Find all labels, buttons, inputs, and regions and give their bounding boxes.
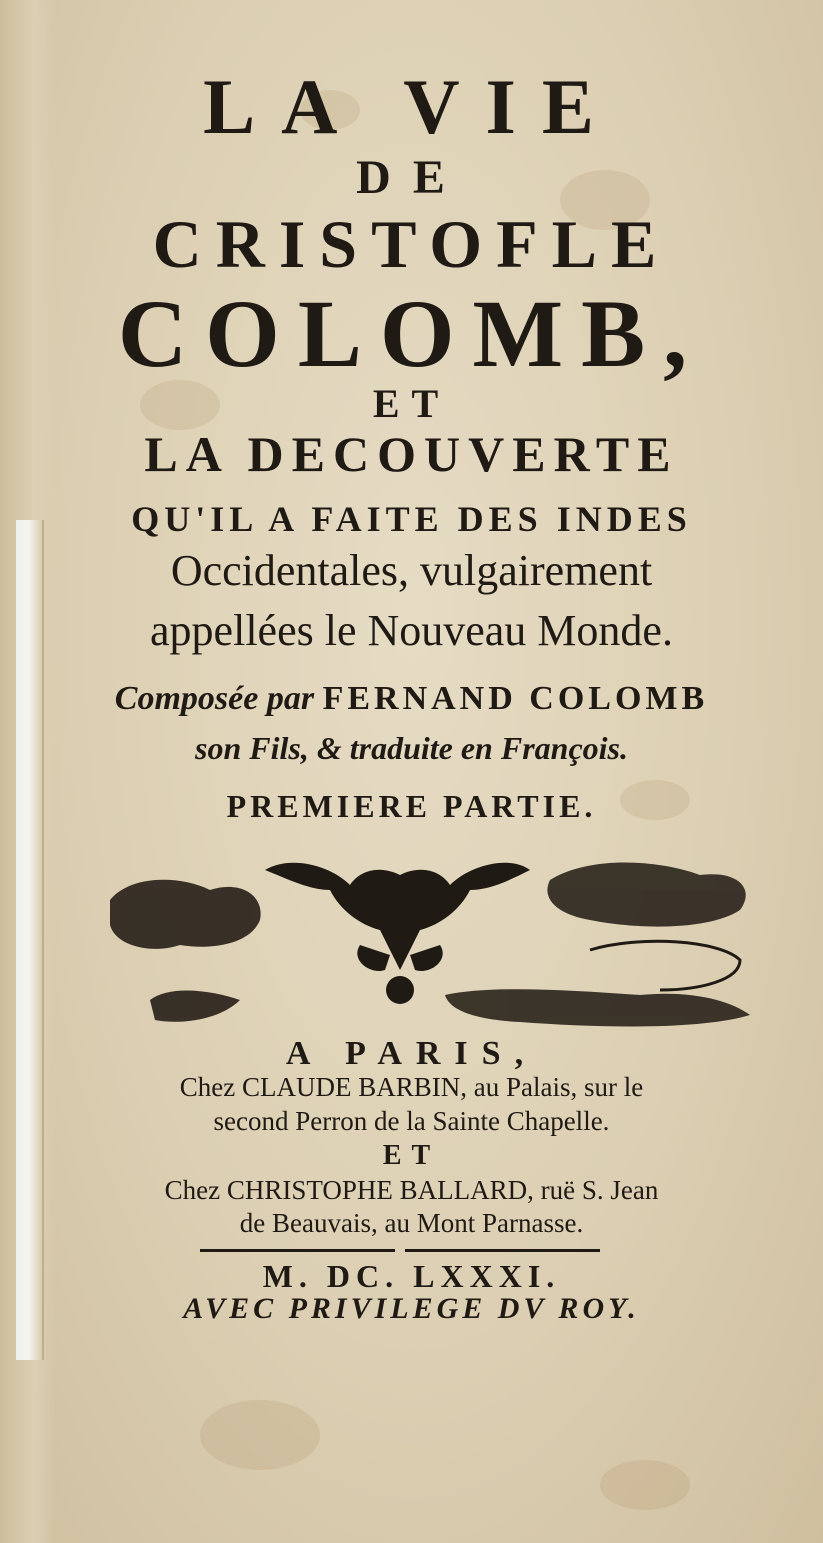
ornament-center [265,863,530,1004]
ornament-left-blot [110,880,261,1022]
privilege-line: AVEC PRIVILEGE DV ROY. [183,1292,640,1325]
title-line-cristofle: CRISTOFLE [152,206,671,282]
foxing-spot [200,1400,320,1470]
imprint-city: A PARIS, [285,1035,538,1072]
imprint-et: ET [382,1140,441,1171]
foxing-spot [600,1460,690,1510]
author-name: FERNAND COLOMB [322,680,709,717]
title-line-decouverte: LA DECOUVERTE [144,426,679,482]
part-line: PREMIERE PARTIE. [226,788,597,824]
imprint-line-parnasse: de Beauvais, au Mont Parnasse. [239,1208,584,1238]
translation-line: son Fils, & traduite en François. [195,730,628,766]
author-prefix: Composée par [114,680,315,717]
title-line-indes: QU'IL A FAITE DES INDES [131,499,692,539]
title-line-la-vie: LA VIE [203,63,620,150]
imprint-line-ballard: Chez CHRISTOPHE BALLARD, ruë S. Jean [164,1175,659,1205]
title-line-et: ET [372,381,451,426]
imprint-line-barbin: Chez CLAUDE BARBIN, au Palais, sur le [179,1072,644,1102]
imprint-rule-right [405,1249,600,1252]
author-line [0,680,823,718]
title-line-nouveau-monde: appellées le Nouveau Monde. [150,606,673,655]
printers-ornament [100,850,760,1040]
title-line-colomb: COLOMB, [117,280,706,387]
imprint-rule-left [200,1249,395,1252]
imprint-date: M. DC. LXXXI. [262,1258,561,1294]
ornament-scroll-line [590,941,740,990]
title-line-occidentales: Occidentales, vulgairement [170,546,653,595]
title-line-de: DE [356,151,467,204]
imprint-line-chapelle: second Perron de la Sainte Chapelle. [213,1106,610,1136]
